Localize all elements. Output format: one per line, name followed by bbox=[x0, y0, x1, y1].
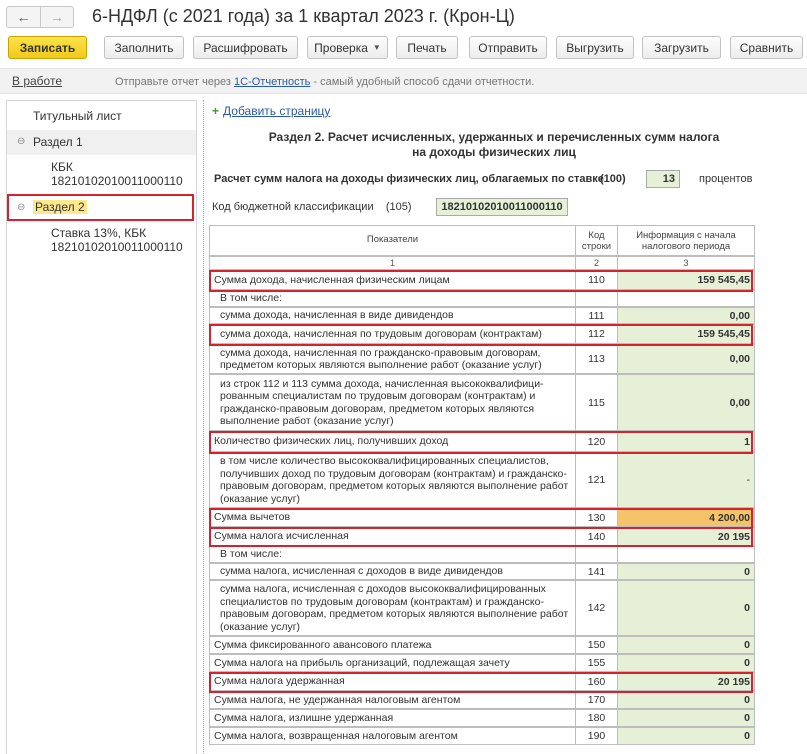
table-row bbox=[210, 547, 755, 564]
chevron-down-icon: ▼ bbox=[372, 43, 381, 52]
table-row bbox=[210, 673, 755, 692]
row-label: Сумма налога удержанная bbox=[209, 672, 576, 691]
table-row bbox=[210, 655, 755, 673]
row-code: 111 bbox=[575, 307, 618, 324]
kbk-field[interactable]: 18210102010011000110 bbox=[436, 198, 568, 216]
sidebar-item-section-2[interactable] bbox=[7, 196, 196, 220]
collapse-icon[interactable]: ⊖ bbox=[17, 202, 26, 213]
row-label: Сумма налога, излишне удержанная bbox=[209, 709, 576, 727]
row-label: Сумма налога, не удержанная налоговым агентом bbox=[209, 691, 576, 709]
row-label: Количество физических лиц, получивших доход bbox=[209, 431, 576, 452]
row-label: В том числе: bbox=[209, 546, 576, 563]
row-label: Сумма налога на прибыль организаций, подлежащая зачету bbox=[209, 654, 576, 672]
table-colnum-row bbox=[210, 257, 755, 271]
row-label: из строк 112 и 113 сумма дохода, начисленная высококвалифици-рованным специалистам по трудовым договорам (контрактам) и гражданско-правовым договорам, предметом которых являются выполнение работ (оказание услуг) bbox=[209, 374, 576, 431]
row-value[interactable]: 0 bbox=[617, 580, 755, 636]
compare-button[interactable]: Сравнить bbox=[730, 36, 803, 59]
row-code: 113 bbox=[575, 344, 618, 374]
send-button[interactable]: Отправить bbox=[469, 36, 547, 59]
row-label: в том числе количество высококвалифицированных специалистов, получивших доход по трудовым договорам (контрактам) и гражданско-правовым договорам, предметом которых являются выполнение работ (оказание услуг) bbox=[209, 452, 576, 508]
rate-unit: процентов bbox=[699, 173, 753, 185]
row-code: 155 bbox=[575, 654, 618, 672]
table-row bbox=[210, 564, 755, 581]
sidebar-item-label: Раздел 1 bbox=[33, 135, 83, 149]
row-value[interactable]: 0,00 bbox=[617, 344, 755, 374]
row-value[interactable]: 20 195 bbox=[617, 672, 755, 691]
row-code: 130 bbox=[575, 508, 618, 527]
table-row bbox=[210, 308, 755, 325]
forward-arrow-icon[interactable]: → bbox=[40, 7, 73, 27]
row-code: 180 bbox=[575, 709, 618, 727]
table-row bbox=[210, 637, 755, 655]
row-label: сумма дохода, начисленная в виде дивидендов bbox=[209, 307, 576, 324]
header-indicators: Показатели bbox=[209, 225, 576, 256]
sidebar-item-sublabel: 18210102010011000110 bbox=[51, 174, 183, 188]
info-text-after: - самый удобный способ сдачи отчетности. bbox=[310, 76, 535, 88]
row-value[interactable]: 0,00 bbox=[617, 374, 755, 431]
row-label: В том числе: bbox=[209, 290, 576, 307]
table-row bbox=[210, 345, 755, 375]
save-button[interactable]: Записать bbox=[8, 36, 87, 59]
info-text-before: Отправьте отчет через bbox=[115, 76, 235, 88]
check-button-label: Проверка bbox=[314, 40, 368, 55]
table-row bbox=[210, 291, 755, 308]
table-row bbox=[210, 581, 755, 637]
table-row bbox=[210, 453, 755, 509]
sections-sidebar bbox=[6, 100, 197, 754]
report-form bbox=[203, 100, 807, 754]
row-label: сумма дохода, начисленная по гражданско-правовым договорам, предметом которых являются выполнение работ (оказание услуг) bbox=[209, 344, 576, 374]
row-code: 141 bbox=[575, 563, 618, 580]
row-code: 121 bbox=[575, 452, 618, 508]
row-value[interactable]: 0 bbox=[617, 709, 755, 727]
fill-button[interactable]: Заполнить bbox=[104, 36, 184, 59]
header-info: Информация с начала налогового периода bbox=[617, 225, 755, 256]
decode-button[interactable]: Расшифровать bbox=[193, 36, 298, 59]
row-code: 112 bbox=[575, 324, 618, 344]
status-link[interactable]: В работе bbox=[12, 74, 63, 88]
kbk-code: (105) bbox=[385, 201, 412, 213]
sidebar-item-label: КБК bbox=[51, 160, 73, 174]
load-button[interactable]: Загрузить bbox=[642, 36, 721, 59]
table-row bbox=[210, 432, 755, 453]
collapse-icon[interactable]: ⊖ bbox=[17, 136, 26, 147]
add-page-label: Добавить страницу bbox=[223, 104, 331, 118]
row-label: Сумма налога исчисленная bbox=[209, 527, 576, 546]
print-button[interactable]: Печать bbox=[396, 36, 458, 59]
row-code bbox=[575, 290, 618, 307]
nav-buttons bbox=[6, 6, 74, 28]
add-page-link[interactable] bbox=[212, 104, 330, 118]
colnum-2: 2 bbox=[575, 256, 618, 270]
row-value[interactable]: 0 bbox=[617, 563, 755, 580]
table-row bbox=[210, 325, 755, 345]
table-row bbox=[210, 728, 755, 746]
row-code: 150 bbox=[575, 636, 618, 654]
row-value[interactable]: - bbox=[617, 452, 755, 508]
info-line bbox=[0, 68, 807, 94]
rate-label: Расчет сумм налога на доходы физических лиц, облагаемых по ставке bbox=[214, 173, 604, 185]
toolbar bbox=[0, 36, 807, 60]
sidebar-item-label: Ставка 13%, КБК bbox=[51, 226, 147, 240]
info-message bbox=[115, 76, 534, 88]
row-code: 190 bbox=[575, 727, 618, 745]
section-heading-line1: Раздел 2. Расчет исчисленных, удержанных и перечисленных сумм налога bbox=[268, 130, 720, 144]
row-code: 115 bbox=[575, 374, 618, 431]
row-label: Сумма вычетов bbox=[209, 508, 576, 527]
row-label: сумма налога, исчисленная с доходов высококвалифицированных специалистов по трудовым договорам (контрактам) и гражданско-правовым договорам, предметом которых являются выполнение работ (оказание услуг) bbox=[209, 580, 576, 636]
rate-field[interactable]: 13 bbox=[646, 170, 680, 188]
row-value[interactable]: 0 bbox=[617, 636, 755, 654]
row-value[interactable]: 0 bbox=[617, 691, 755, 709]
row-label: сумма дохода, начисленная по трудовым договорам (контрактам) bbox=[209, 324, 576, 344]
sidebar-item-sublabel: 18210102010011000110 bbox=[51, 240, 183, 254]
row-label: Сумма дохода, начисленная физическим лицам bbox=[209, 270, 576, 290]
row-value[interactable]: 1 bbox=[617, 431, 755, 452]
sidebar-item-title-page[interactable] bbox=[7, 106, 196, 126]
table-row bbox=[210, 528, 755, 547]
row-code: 140 bbox=[575, 527, 618, 546]
row-value[interactable]: 0,00 bbox=[617, 307, 755, 324]
row-value bbox=[617, 546, 755, 563]
row-value[interactable]: 0 bbox=[617, 654, 755, 672]
table-row bbox=[210, 509, 755, 528]
table-row bbox=[210, 692, 755, 710]
row-code: 160 bbox=[575, 672, 618, 691]
header-line-code: Код строки bbox=[575, 225, 618, 256]
table-header-row bbox=[210, 226, 755, 257]
check-button[interactable] bbox=[307, 36, 388, 59]
row-value[interactable]: 20 195 bbox=[617, 527, 755, 546]
row-value[interactable]: 159 545,45 bbox=[617, 270, 755, 290]
colnum-1: 1 bbox=[209, 256, 576, 270]
row-label: Сумма фиксированного авансового платежа bbox=[209, 636, 576, 654]
section-heading-line2: на доходы физических лиц bbox=[412, 145, 576, 159]
table-row bbox=[210, 375, 755, 432]
export-button[interactable]: Выгрузить bbox=[556, 36, 634, 59]
colnum-3: 3 bbox=[617, 256, 755, 270]
table-row bbox=[210, 271, 755, 291]
row-value[interactable]: 159 545,45 bbox=[617, 324, 755, 344]
sidebar-item-label: Титульный лист bbox=[33, 109, 122, 123]
window-title: 6-НДФЛ (с 2021 года) за 1 квартал 2023 г. (Крон-Ц) bbox=[92, 6, 515, 26]
sidebar-item-section-1[interactable] bbox=[7, 130, 196, 155]
1c-reporting-link[interactable]: 1С-Отчетность bbox=[234, 76, 311, 88]
row-code: 120 bbox=[575, 431, 618, 452]
table-row bbox=[210, 710, 755, 728]
rate-code: (100) bbox=[600, 173, 626, 185]
row-code: 110 bbox=[575, 270, 618, 290]
row-code: 142 bbox=[575, 580, 618, 636]
row-value bbox=[617, 290, 755, 307]
sidebar-item-label: Раздел 2 bbox=[35, 200, 85, 214]
kbk-label bbox=[212, 201, 412, 213]
plus-icon: + bbox=[212, 104, 220, 118]
title-bar bbox=[0, 0, 807, 34]
row-label: сумма налога, исчисленная с доходов в виде дивидендов bbox=[209, 563, 576, 580]
back-arrow-icon[interactable]: ← bbox=[16, 9, 31, 25]
row-code bbox=[575, 546, 618, 563]
kbk-label-text: Код бюджетной классификации bbox=[212, 201, 374, 213]
row-value[interactable]: 0 bbox=[617, 727, 755, 745]
row-code: 170 bbox=[575, 691, 618, 709]
row-label: Сумма налога, возвращенная налоговым агентом bbox=[209, 727, 576, 745]
sidebar-item-rate-13-kbk[interactable] bbox=[7, 225, 196, 255]
row-value-selected[interactable]: 4 200,00 bbox=[617, 508, 755, 527]
section-heading bbox=[244, 130, 744, 160]
sidebar-item-section-1-kbk[interactable] bbox=[7, 159, 196, 189]
